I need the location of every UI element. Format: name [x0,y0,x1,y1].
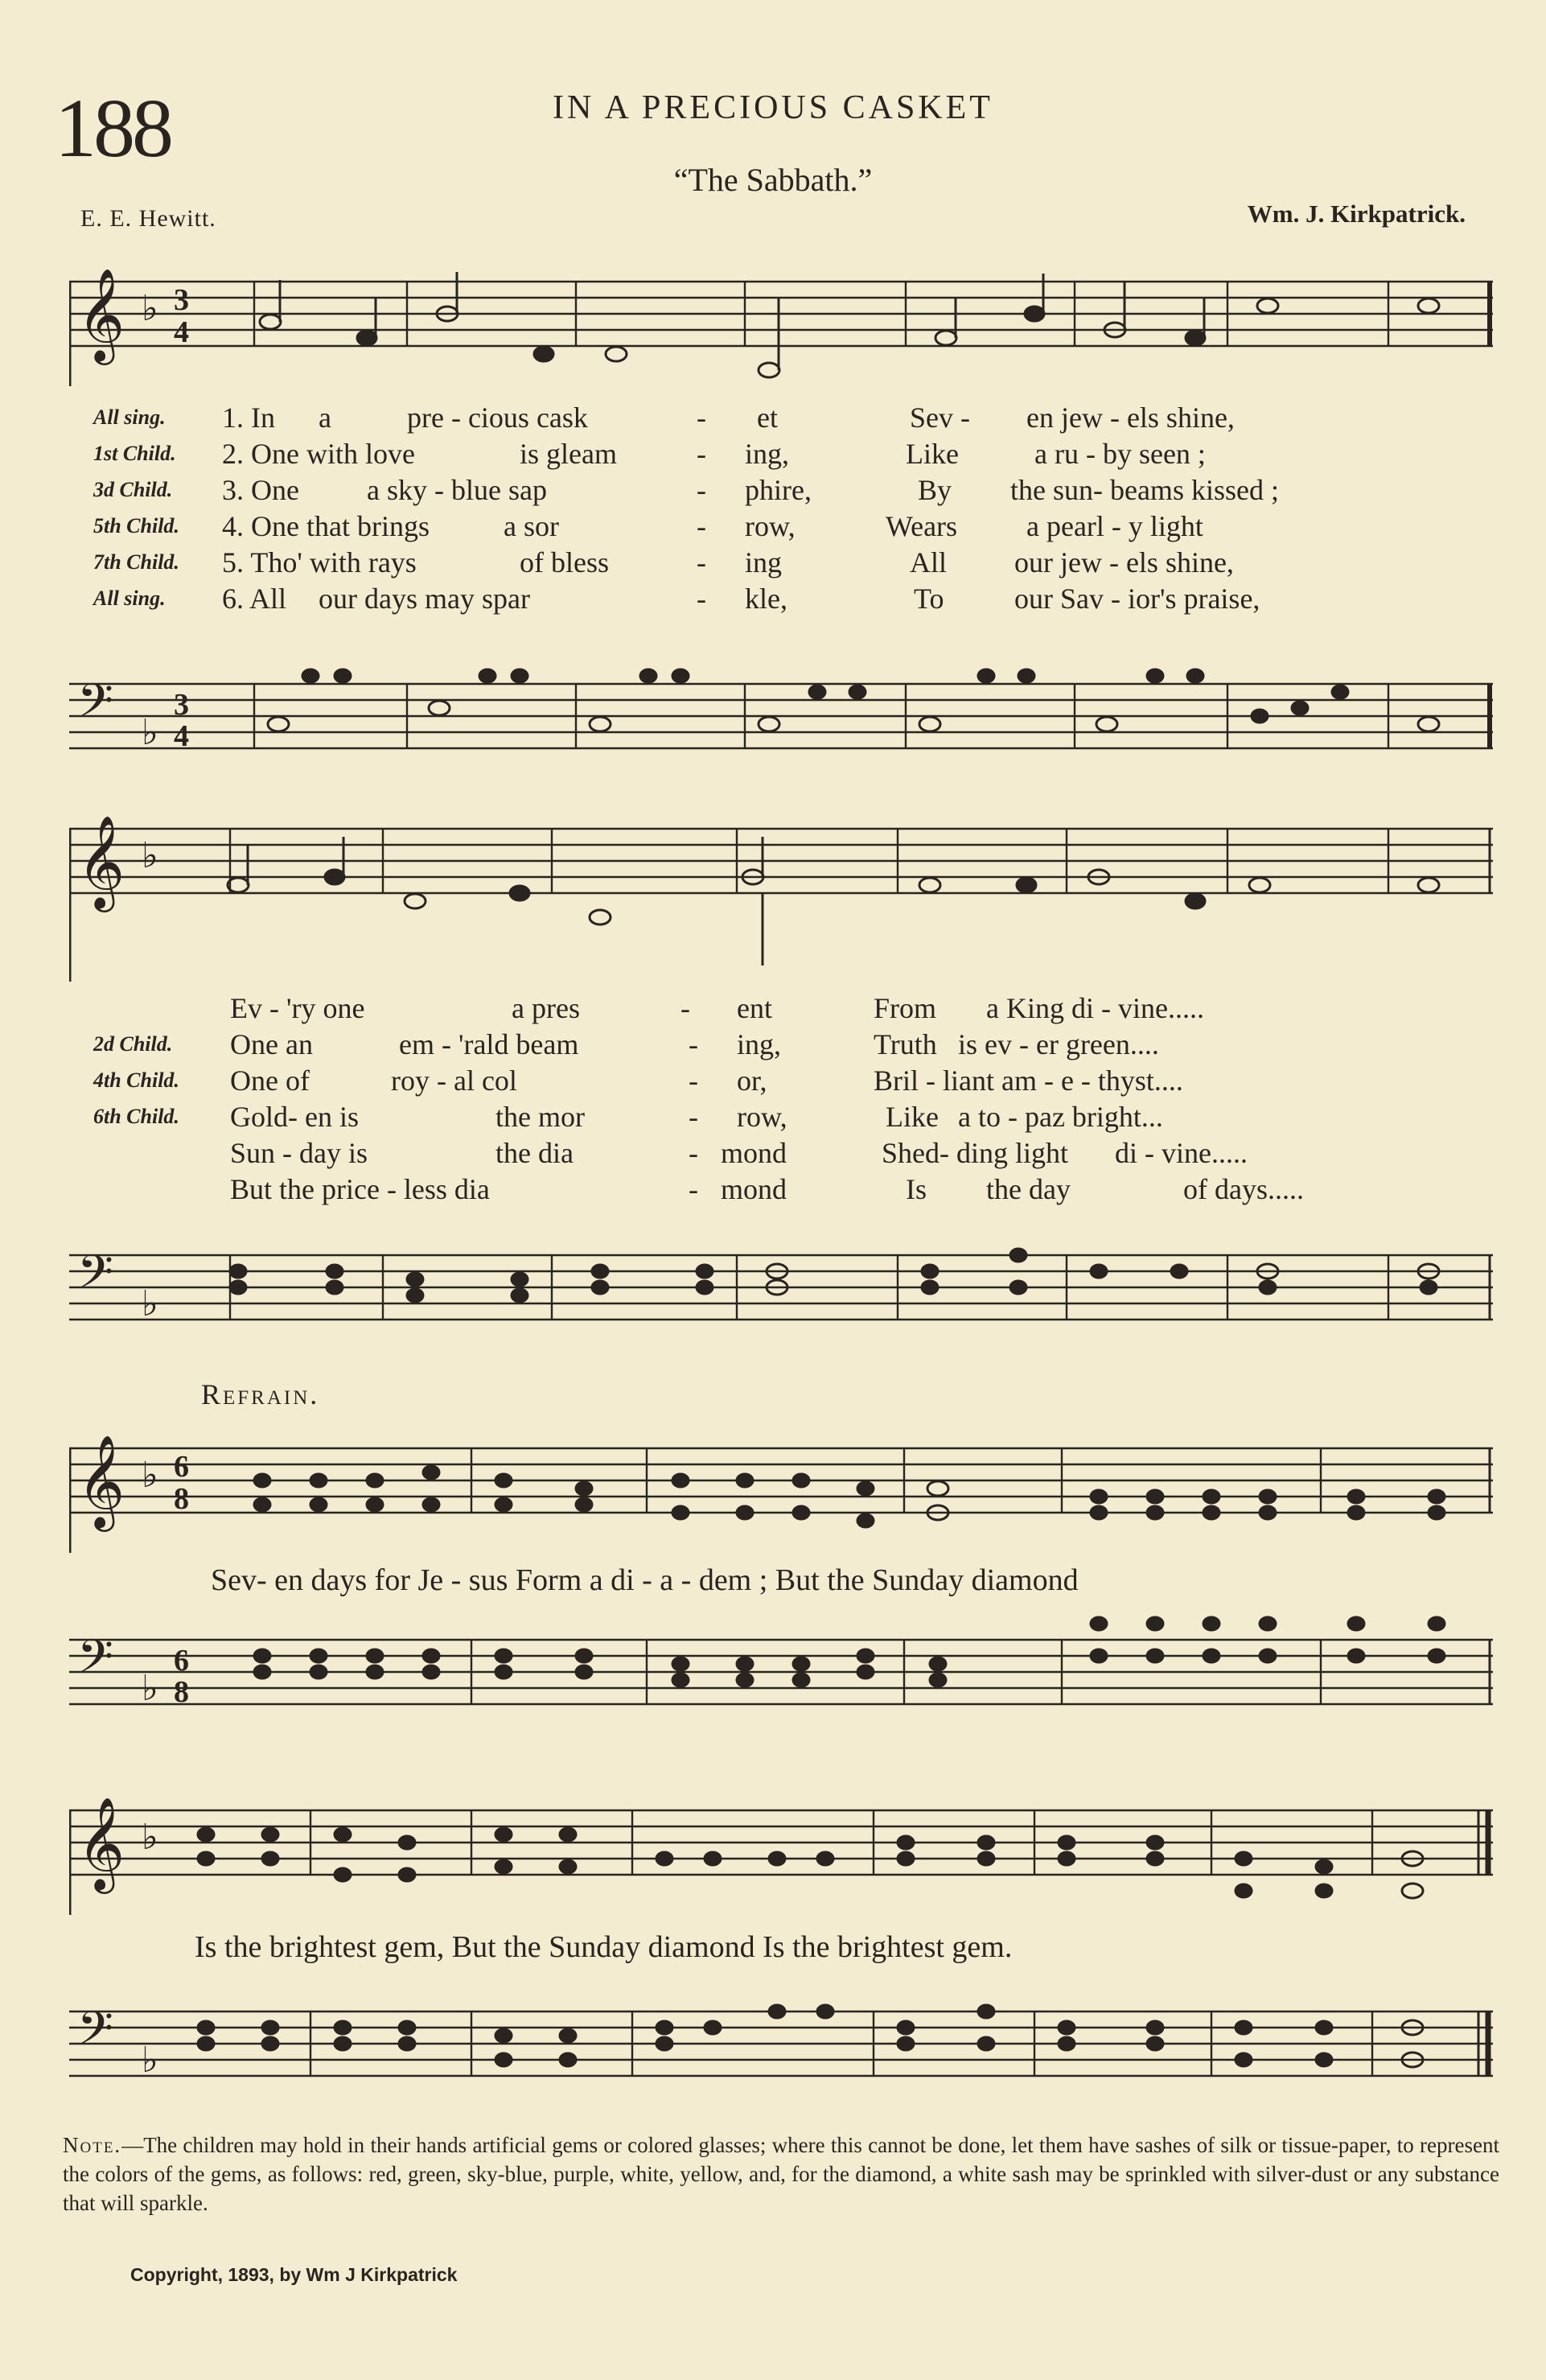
lyric: row, [745,510,796,542]
svg-text:𝄢: 𝄢 [77,2004,114,2066]
lyric: Bril - liant am - e - thyst.... [874,1064,1183,1097]
refrain-lyric-line-2: Is the brightest gem, But the Sunday diamond Is the brightest gem. [195,1930,1013,1964]
svg-text:𝄢: 𝄢 [77,677,114,739]
lyric: the mor [495,1101,585,1133]
verse-line [69,437,1493,474]
singer-cue: 7th Child. [93,550,179,574]
lyric: 5. Tho' with rays [222,546,417,579]
svg-text:8: 8 [174,1675,189,1709]
lyric: - [697,510,706,542]
lyric: a pres [512,992,580,1024]
lyric: en jew - els shine, [1026,401,1235,434]
lyric: By [918,474,952,506]
svg-text:𝄢: 𝄢 [77,1248,114,1310]
svg-text:♭: ♭ [142,1284,158,1324]
svg-text:♭: ♭ [142,289,158,328]
lyric: Truth [874,1028,937,1060]
lyric: - [689,1101,698,1133]
lyric: - [697,546,706,579]
hymn-number: 188 [55,82,171,175]
lyric: is ev - er green.... [958,1028,1159,1060]
author-credit: E. E. Hewitt. [80,205,216,232]
verse-line [69,991,1493,1028]
svg-text:𝄞: 𝄞 [77,270,125,360]
system-1-bass-staff [69,636,1493,764]
svg-text:6: 6 [174,1644,189,1678]
lyric: Gold- en is [230,1101,359,1133]
lyric: phire, [745,474,812,506]
performance-note [63,2131,1499,2217]
lyric: a to - paz bright... [958,1101,1163,1133]
lyric: 2. One with love [222,438,415,470]
svg-text:𝄞: 𝄞 [77,817,125,907]
svg-text:♭: ♭ [142,1456,158,1495]
lyric: em - 'rald beam [399,1028,579,1060]
lyric: Wears [886,510,958,542]
svg-text:𝄞: 𝄞 [77,1799,125,1888]
lyric: All [910,546,948,579]
svg-text:8: 8 [174,1482,189,1516]
lyric: - [689,1137,698,1169]
svg-text:3: 3 [174,688,189,722]
svg-text:𝄢: 𝄢 [77,1633,114,1694]
lyric: the day [986,1173,1071,1205]
lyric: But the price - less dia [230,1173,490,1205]
lyric: 3. One [222,474,299,506]
verse-block-1 [69,401,1493,626]
lyric: et [757,401,778,434]
lyric: the sun- beams kissed ; [1010,474,1279,506]
lyric: - [697,401,706,434]
lyric: our Sav - ior's praise, [1014,583,1260,615]
singer-cue: 3d Child. [93,478,173,501]
copyright-notice: Copyright, 1893, by Wm J Kirkpatrick [130,2264,458,2285]
lyric: of bless [520,546,609,579]
lyric: a [319,401,331,434]
lyric: From [874,992,937,1024]
refrain-1-treble-staff [69,1416,1493,1553]
singer-cue: All sing. [93,406,166,429]
lyric: a sor [504,510,559,542]
svg-text:4: 4 [174,315,189,349]
system-2-bass-staff [69,1223,1493,1368]
svg-text:6: 6 [174,1450,189,1484]
lyric: mond [721,1173,787,1205]
lyric: - [697,583,706,615]
lyric: ing, [745,438,790,470]
svg-text:3: 3 [174,283,189,317]
lyric: 4. One that brings [222,510,430,542]
lyric: Sun - day is [230,1137,368,1169]
lyric: roy - al col [391,1064,517,1097]
verse-line [69,509,1493,546]
refrain-2-bass-staff [69,1979,1493,2116]
lyric: a ru - by seen ; [1034,438,1206,470]
singer-cue: 5th Child. [93,514,179,537]
svg-text:♭: ♭ [142,836,158,875]
lyric: Like [906,438,959,470]
verse-line [69,473,1493,510]
lyric: ing [745,546,783,579]
refrain-label: Refrain. [201,1378,320,1410]
lyric: a sky - blue sap [367,474,547,506]
verse-line [69,1172,1493,1209]
lyric: pre - cious cask [407,401,588,434]
lyric: a pearl - y light [1026,510,1203,542]
verse-line [69,1136,1493,1173]
lyric: Sev - [910,401,970,434]
lyric: Ev - 'ry one [230,992,365,1024]
lyric: kle, [745,583,787,615]
verse-line [69,582,1493,619]
verse-line [69,1100,1493,1137]
lyric: - [689,1028,698,1060]
lyric: One an [230,1028,313,1060]
verse-line [69,546,1493,583]
lyric: One of [230,1064,310,1097]
lyric: our jew - els shine, [1014,546,1234,579]
lyric: row, [737,1101,787,1133]
svg-text:♭: ♭ [142,1669,158,1708]
note-text: —The children may hold in their hands artificial gems or colored glasses; where this cannot be done, let them have sashes of silk or tissue-paper, to represent the colors of the gems, as follows: red, green, sky-blue, purple, white, yellow, and, for the diamond, a white sash may be sprinkled with silver-dust or any substance that will sparkle. [63,2133,1499,2215]
lyric: di - vine..... [1115,1137,1248,1169]
lyric: - [680,992,690,1024]
lyric: - [697,438,706,470]
singer-cue: 6th Child. [93,1105,179,1128]
lyric: our days may spar [319,583,530,615]
lyric: mond [721,1137,787,1169]
svg-text:𝄞: 𝄞 [77,1437,125,1526]
lyric: - [689,1173,698,1205]
verse-block-2 [69,991,1493,1217]
system-2-treble-staff [69,813,1493,982]
hymn-subtitle: “The Sabbath.” [673,162,873,198]
refrain-1-bass-staff [69,1608,1493,1736]
verse-line [69,401,1493,438]
lyric: the dia [495,1137,574,1169]
svg-text:4: 4 [174,719,189,753]
lyric: 6. All [222,583,287,615]
lyric: - [697,474,706,506]
composer-credit: Wm. J. Kirkpatrick. [1247,200,1466,228]
lyric: of days..... [1183,1173,1304,1205]
system-1-treble-staff [69,266,1493,386]
svg-text:♭: ♭ [142,1818,158,1857]
lyric: Shed- ding light [882,1137,1068,1169]
singer-cue: 1st Child. [93,442,176,465]
singer-cue: 2d Child. [93,1032,173,1056]
note-label: Note. [63,2133,122,2157]
lyric: Is [906,1173,927,1205]
lyric: ing, [737,1028,782,1060]
svg-text:♭: ♭ [142,713,158,752]
singer-cue: 4th Child. [93,1069,179,1092]
lyric: Like [886,1101,939,1133]
singer-cue: All sing. [93,587,166,610]
lyric: a King di - vine..... [986,992,1204,1024]
lyric: or, [737,1064,767,1097]
refrain-lyric-line-1: Sev- en days for Je - sus Form a di - a - dem ; But the Sunday diamond [211,1563,1079,1597]
hymn-title: IN A PRECIOUS CASKET [553,89,993,126]
lyric: - [689,1064,698,1097]
refrain-2-treble-staff [69,1778,1493,1915]
lyric: ent [737,992,772,1024]
lyric: 1. In [222,401,275,434]
verse-line [69,1064,1493,1101]
verse-line [69,1027,1493,1064]
lyric: To [914,583,944,615]
lyric: is gleam [520,438,617,470]
svg-text:♭: ♭ [142,2040,158,2080]
